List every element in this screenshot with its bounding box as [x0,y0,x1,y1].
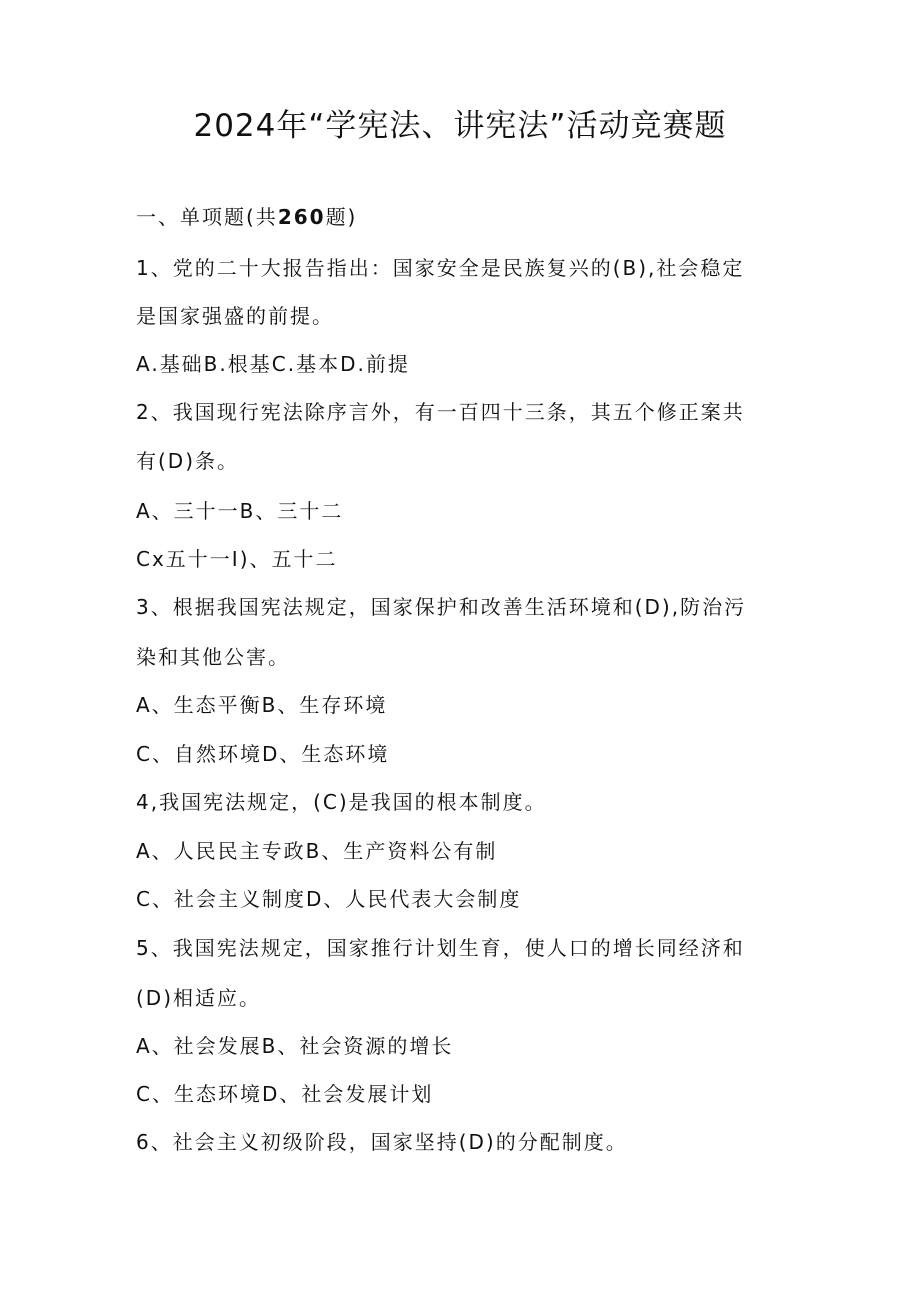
question-4-options-ab: A、人民民主专政B、生产资料公有制 [136,839,498,863]
question-5-options-ab: A、社会发展B、社会资源的增长 [136,1034,454,1058]
question-1-options: A.基础B.根基C.基本D.前提 [136,352,410,376]
question-5-text: 5、我国宪法规定，国家推行计划生育，使人口的增长同经济和 [136,936,745,960]
question-3-text: 3、根据我国宪法规定，国家保护和改善生活环境和(D),防治污 [136,595,747,619]
question-5-options-cd: C、生态环境D、社会发展计划 [136,1082,434,1106]
question-3-text-cont: 染和其他公害。 [136,645,290,669]
question-1-text: 1、党的二十大报告指出：国家安全是民族复兴的(B),社会稳定 [136,256,745,280]
section-heading-prefix: 一、单项题(共 [136,205,278,229]
question-2-text-cont: 有(D)条。 [136,449,240,473]
question-4-text: 4,我国宪法规定，(C)是我国的根本制度。 [136,790,547,814]
section-question-count: 260 [277,205,326,229]
document-title: 2024年“学宪法、讲宪法”活动竞赛题 [193,108,727,144]
question-1-text-cont: 是国家强盛的前提。 [136,304,334,328]
question-4-options-cd: C、社会主义制度D、人民代表大会制度 [136,887,522,911]
section-heading-suffix: 题) [325,205,358,229]
question-2-options-ab: A、三十一B、三十二 [136,499,344,523]
question-5-text-cont: (D)相适应。 [136,986,262,1010]
section-heading [136,200,357,234]
question-2-options-cd: Cx五十一I)、五十二 [136,547,338,571]
question-2-text: 2、我国现行宪法除序言外，有一百四十三条，其五个修正案共 [136,400,745,424]
question-3-options-cd: C、自然环境D、生态环境 [136,742,390,766]
question-3-options-ab: A、生态平衡B、生存环境 [136,693,388,717]
question-6-text: 6、社会主义初级阶段，国家坚持(D)的分配制度。 [136,1130,628,1154]
